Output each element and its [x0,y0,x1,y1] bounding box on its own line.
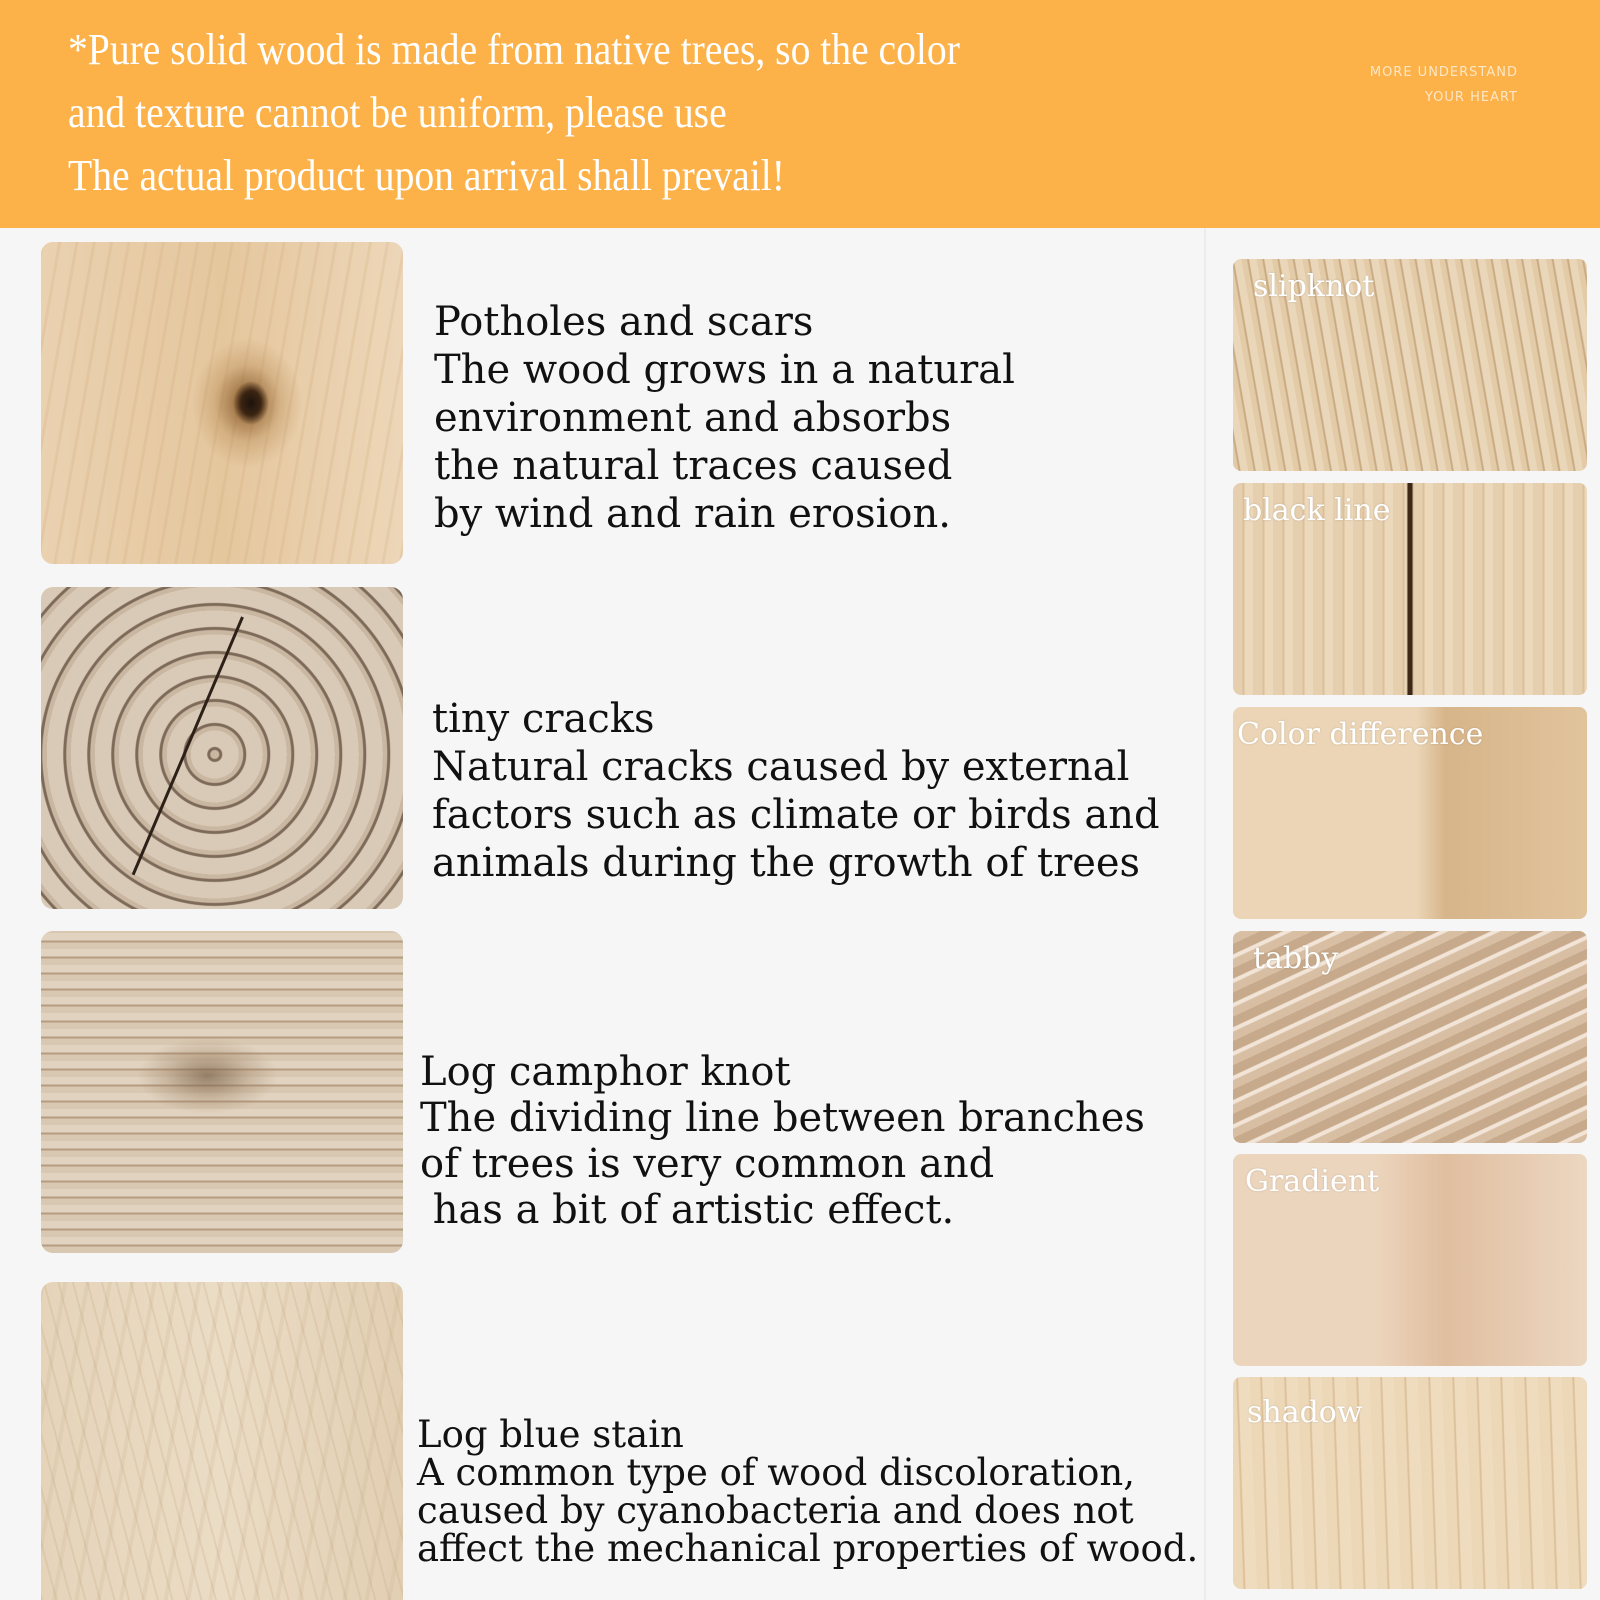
feature-title: Log camphor knot [420,1049,791,1095]
texture-slipknot [1233,259,1587,471]
blue-stain-image [41,1282,403,1600]
feature-line: A common type of wood discoloration, [417,1451,1135,1494]
texture-label: slipknot [1253,269,1375,304]
feature-knot [420,1049,1145,1233]
column-divider [1204,228,1206,1600]
texture-tabby [1233,931,1587,1143]
feature-line: factors such as climate or birds and [432,792,1160,838]
texture-color-difference [1233,707,1587,919]
feature-title: Potholes and scars [434,299,814,345]
feature-cracks [432,695,1160,887]
feature-line: environment and absorbs [434,395,952,441]
disclaimer-line: *Pure solid wood is made from native trees, so the color [68,25,960,74]
texture-label: black line [1243,493,1391,528]
header-banner [0,0,1600,228]
tiny-cracks-image [41,587,403,909]
tagline [1370,60,1518,110]
disclaimer-text [68,18,1103,207]
disclaimer-line: and texture cannot be uniform, please use [68,88,727,137]
feature-line: the natural traces caused [434,443,953,489]
feature-potholes [434,298,1015,538]
feature-line: by wind and rain erosion. [434,491,951,537]
tagline-line: YOUR HEART [1424,90,1518,105]
camphor-knot-image [41,931,403,1253]
feature-blue-stain [417,1413,1199,1570]
texture-black-line [1233,483,1587,695]
feature-line: affect the mechanical properties of wood. [417,1527,1199,1570]
feature-line: The wood grows in a natural [434,347,1015,393]
feature-title: tiny cracks [432,696,655,742]
disclaimer-line: The actual product upon arrival shall prevail! [68,151,785,200]
crack-line [132,616,244,875]
feature-line: The dividing line between branches [420,1095,1145,1141]
feature-line: has a bit of artistic effect. [420,1187,955,1233]
texture-gradient [1233,1154,1587,1366]
feature-line: Natural cracks caused by external [432,744,1130,790]
tagline-line: MORE UNDERSTAND [1369,65,1518,80]
feature-line: of trees is very common and [420,1141,995,1187]
texture-label: Color difference [1237,717,1484,752]
texture-shadow [1233,1377,1587,1589]
pothole-scar-image [41,242,403,564]
texture-label: Gradient [1245,1164,1380,1199]
texture-label: tabby [1253,941,1339,976]
feature-line: caused by cyanobacteria and does not [417,1489,1134,1532]
feature-title: Log blue stain [417,1413,684,1456]
feature-line: animals during the growth of trees [432,840,1141,886]
texture-label: shadow [1247,1395,1363,1430]
